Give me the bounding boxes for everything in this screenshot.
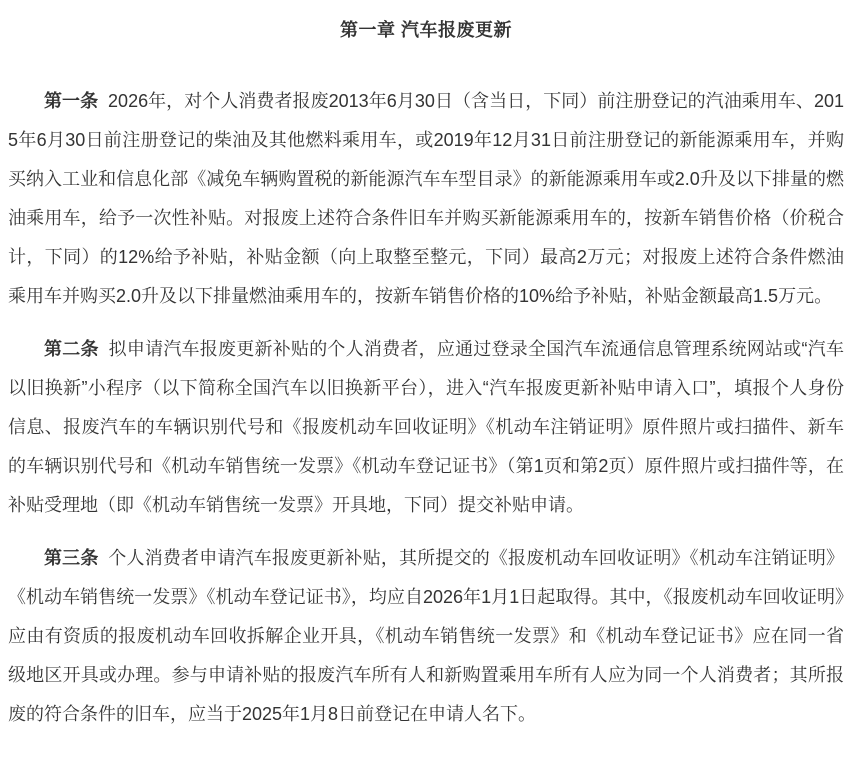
article-paragraph-2 [8, 330, 844, 525]
article-2-text: 拟申请汽车报废更新补贴的个人消费者，应通过登录全国汽车流通信息管理系统网站或“汽车以旧换新”小程序（以下简称全国汽车以旧换新平台），进入“汽车报废更新补贴申请入口”，填报个人身份信息、报废汽车的车辆识别代号和《报废机动车回收证明》《机动车注销证明》原件照片或扫描件、新车的车辆识别代号和《机动车销售统一发票》《机动车登记证书》（第1页和第2页）原件照片或扫描件等，在补贴受理地（即《机动车销售统一发票》开具地，下同）提交补贴申请。 [8, 339, 845, 515]
article-3-text: 个人消费者申请汽车报废更新补贴，其所提交的《报废机动车回收证明》《机动车注销证明》《机动车销售统一发票》《机动车登记证书》，均应自2026年1月1日起取得。其中，《报废机动车回收证明》应由有资质的报废机动车回收拆解企业开具，《机动车销售统一发票》和《机动车登记证书》应在同一省级地区开具或办理。参与申请补贴的报废汽车所有人和新购置乘用车所有人应为同一个人消费者；其所报废的符合条件的旧车，应当于2025年1月8日前登记在申请人名下。 [8, 548, 844, 724]
article-1-text: 2026年，对个人消费者报废2013年6月30日（含当日，下同）前注册登记的汽油乘用车、2015年6月30日前注册登记的柴油及其他燃料乘用车，或2019年12月31日前注册登记的新能源乘用车，并购买纳入工业和信息化部《减免车辆购置税的新能源汽车车型目录》的新能源乘用车或2.0升及以下排量的燃油乘用车，给予一次性补贴。对报废上述符合条件旧车并购买新能源乘用车的，按新车销售价格（价税合计，下同）的12%给予补贴，补贴金额（向上取整至整元，下同）最高2万元；对报废上述符合条件燃油乘用车并购买2.0升及以下排量燃油乘用车的，按新车销售价格的10%给予补贴，补贴金额最高1.5万元。 [8, 91, 845, 306]
article-3-label: 第三条 [44, 548, 99, 568]
chapter-title: 第一章 汽车报废更新 [339, 20, 512, 40]
article-2-label: 第二条 [44, 339, 99, 359]
article-paragraph-1 [8, 82, 844, 316]
article-paragraph-3 [8, 539, 844, 734]
article-1-label: 第一条 [44, 91, 99, 111]
